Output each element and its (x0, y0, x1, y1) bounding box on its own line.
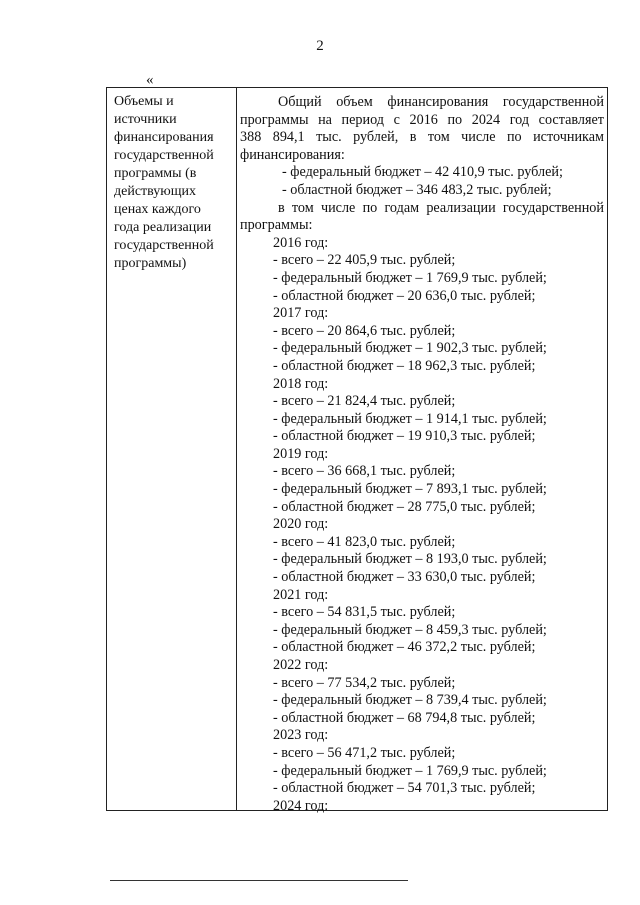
year-label: 2018 год: (273, 375, 329, 392)
year-item: - всего – 20 864,6 тыс. рублей; (273, 322, 456, 339)
row-label-line: программы) (114, 256, 187, 271)
year-item: - областной бюджет – 68 794,8 тыс. рублей; (273, 709, 536, 726)
year-label: 2021 год: (273, 586, 329, 603)
year-item: - всего – 77 534,2 тыс. рублей; (273, 674, 456, 691)
footer-rule (110, 880, 408, 881)
intro-line: программы на период с 2016 по 2024 год составляет (240, 111, 604, 128)
year-item: - областной бюджет – 20 636,0 тыс. рублей; (273, 287, 536, 304)
year-item: - федеральный бюджет – 1 769,9 тыс. рублей; (273, 269, 547, 286)
year-label: 2022 год: (273, 657, 329, 673)
year-item: - федеральный бюджет – 1 769,9 тыс. рублей; (273, 762, 547, 779)
year-item: - областной бюджет – 19 910,3 тыс. рублей; (273, 428, 536, 445)
row-label-line: финансирования (114, 130, 214, 145)
row-label-cell (114, 93, 232, 273)
financing-details-cell (240, 94, 604, 815)
year-label: 2016 год: (273, 234, 329, 251)
year-label: 2023 год: (273, 727, 329, 744)
row-label-line: действующих (114, 184, 197, 199)
financing-table (106, 87, 608, 814)
year-item: - всего – 36 668,1 тыс. рублей; (273, 463, 456, 480)
year-item: - всего – 41 823,0 тыс. рублей; (273, 533, 456, 550)
column-divider (236, 88, 237, 810)
year-label: 2020 год: (273, 516, 329, 533)
intro-line: 388 894,1 тыс. рублей, в том числе по источникам (240, 129, 604, 146)
year-item: - областной бюджет – 28 775,0 тыс. рублей; (273, 498, 536, 515)
opening-quote-mark: « (146, 72, 154, 88)
row-label-line: источники (114, 112, 177, 127)
year-label: 2024 год: (273, 797, 329, 814)
intro-line: финансирования: (240, 146, 345, 163)
year-item: - федеральный бюджет – 8 459,3 тыс. рублей; (273, 621, 547, 638)
row-label-line: Объемы и (114, 94, 174, 109)
page-number: 2 (316, 38, 324, 54)
source-item: - областной бюджет – 346 483,2 тыс. рублей; (282, 181, 552, 198)
row-label-line: ценах каждого (114, 202, 201, 217)
year-item: - областной бюджет – 33 630,0 тыс. рублей; (273, 569, 536, 586)
year-item: - федеральный бюджет – 8 739,4 тыс. рублей; (273, 692, 547, 709)
by-year-intro-line: в том числе по годам реализации государственной (278, 199, 604, 216)
year-item: - областной бюджет – 46 372,2 тыс. рублей; (273, 639, 536, 656)
year-item: - федеральный бюджет – 8 193,0 тыс. рублей; (273, 551, 547, 568)
year-item: - федеральный бюджет – 1 902,3 тыс. рублей; (273, 340, 547, 357)
year-label: 2017 год: (273, 305, 329, 322)
year-item: - всего – 22 405,9 тыс. рублей; (273, 252, 456, 269)
source-item: - федеральный бюджет – 42 410,9 тыс. рублей; (282, 164, 563, 181)
year-item: - областной бюджет – 18 962,3 тыс. рублей; (273, 357, 536, 374)
year-item: - областной бюджет – 54 701,3 тыс. рублей; (273, 780, 536, 797)
year-item: - всего – 56 471,2 тыс. рублей; (273, 744, 456, 761)
year-item: - всего – 21 824,4 тыс. рублей; (273, 393, 456, 410)
row-label-line: программы (в (114, 166, 197, 181)
intro-line: Общий объем финансирования государственной (278, 94, 604, 110)
by-year-intro-line: программы: (240, 217, 313, 234)
year-label: 2019 год: (273, 445, 329, 462)
year-item: - всего – 54 831,5 тыс. рублей; (273, 604, 456, 621)
year-item: - федеральный бюджет – 1 914,1 тыс. рублей; (273, 410, 547, 427)
row-label-line: государственной (114, 238, 214, 253)
row-label-line: года реализации (114, 220, 212, 235)
row-label-line: государственной (114, 148, 214, 163)
year-item: - федеральный бюджет – 7 893,1 тыс. рублей; (273, 481, 547, 498)
